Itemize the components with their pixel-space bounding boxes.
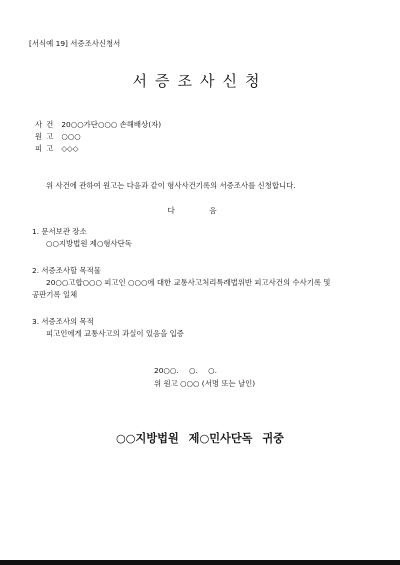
signature-line: 위 원고 ○○○ (서명 또는 날인): [154, 379, 256, 388]
section-heading: 2. 서증조사할 목적물: [32, 266, 101, 275]
section-line: ○○지방법원 제○형사단독: [46, 239, 132, 248]
section-line: 20○○고합○○○ 피고인 ○○○에 대한 교통사고처리특례법위반 피고사건의 수사기록 및: [46, 278, 331, 287]
section-line: 피고인에게 교통사고의 과실이 있음을 입증: [46, 329, 184, 338]
party-defendant: [35, 143, 78, 154]
party-case: [35, 119, 161, 130]
section-heading: 3. 서증조사의 목적: [32, 317, 94, 326]
party-plaintiff: [35, 131, 81, 142]
bottom-border: [0, 560, 400, 565]
document-date: 20○○. ○. ○.: [154, 366, 217, 375]
party-value: ◇◇◇: [61, 144, 79, 153]
party-value: 20○○가단○○○ 손해배상(자): [61, 120, 162, 129]
party-key: 원고: [35, 132, 58, 141]
section-line: 공판기록 일체: [32, 290, 78, 299]
court-addressee: ○○지방법원 제○민사단독 귀중: [116, 432, 284, 445]
da-eum-heading: 다 음: [167, 206, 233, 215]
form-label: [서식예 19] 서증조사신청서: [29, 39, 121, 48]
document-title: 서증조사신청: [132, 72, 268, 90]
party-key: 피고: [35, 144, 58, 153]
party-key: 사건: [35, 120, 58, 129]
intro-paragraph: 위 사건에 관하여 원고는 다음과 같이 형사사건기록의 서증조사를 신청합니다.: [46, 181, 296, 190]
section-heading: 1. 문서보관 장소: [32, 227, 87, 236]
party-value: ○○○: [61, 132, 81, 141]
